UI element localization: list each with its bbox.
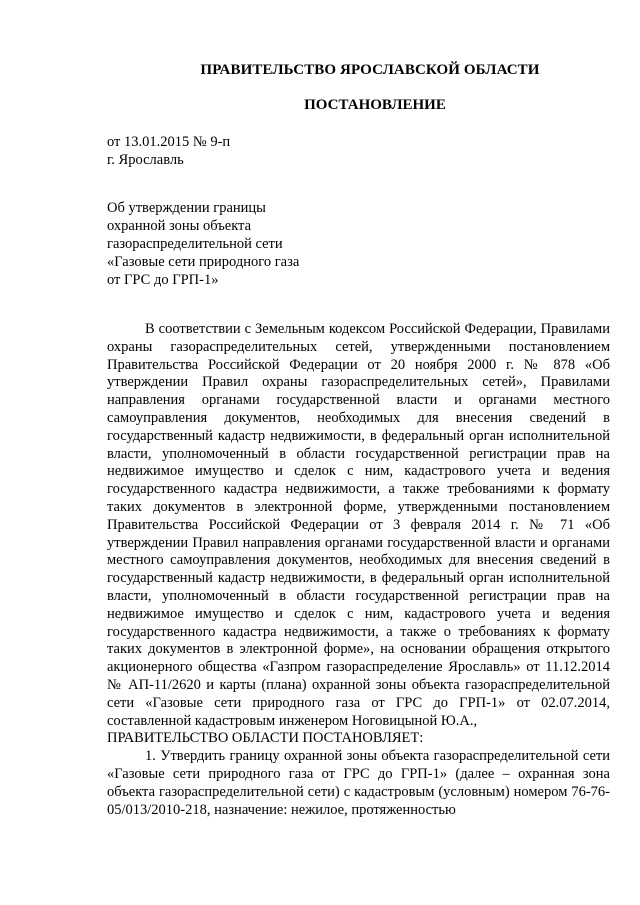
document-meta [107, 133, 230, 169]
preamble-paragraph: В соответствии с Земельным кодексом Российской Федерации, Правилами охраны газораспределительных сетей, утвержденными постановлением Правительства Российской Федерации от 20 ноября 2000 г. № 878 «Об утверждении Правил охраны газораспределительных сетей», Правилами направления органами государственной власти и органами местного самоуправления документов, необходимых для внесения сведений в государственный кадастр недвижимости, в федеральный орган исполнительной власти, уполномоченный в области государственной регистрации прав на недвижимое имущество и сделок с ним, кадастрового учета и ведения государственного кадастра недвижимости, а также требованиями к формату таких документов в электронной форме, утвержденными постановлением Правительства Российской Федерации от 3 февраля 2014 г. № 71 «Об утверждении Правил направления органами государственной власти и органами местного самоуправления документов, необходимых для внесения сведений в государственный кадастр недвижимости, в федеральный орган исполнительной власти, уполномоченный в области государственной регистрации прав на недвижимое имущество и сделок с ним, кадастрового учета и ведения государственного кадастра недвижимости, а также о требованиях к формату таких документов в электронной форме», на основании обращения открытого акционерного общества «Газпром газораспределение Ярославль» от 11.12.2014 № АП-11/2620 и карты (плана) охранной зоны объекта газораспределительной сети «Газовые сети природного газа от ГРС до ГРП-1» от 02.07.2014, составленной кадастровым инженером Ноговицыной Ю.А., [107, 321, 610, 729]
subject-line: от ГРС до ГРП-1» [107, 272, 219, 288]
document-type: ПОСТАНОВЛЕНИЕ [304, 97, 446, 113]
subject-line: Об утверждении границы [107, 200, 266, 216]
date-number: от 13.01.2015 № 9-п [107, 134, 231, 150]
subject-line: охранной зоны объекта [107, 218, 252, 234]
item-1-paragraph: 1. Утвердить границу охранной зоны объекта газораспределительной сети «Газовые сети природного газа от ГРС до ГРП-1» (далее – охранная зона объекта газораспределительной сети) с кадастровым (условным) номером 76-76-05/013/2010-218, назначение: нежилое, протяженностью [107, 748, 610, 818]
subject-line: «Газовые сети природного газа [107, 254, 300, 270]
government-title: ПРАВИТЕЛЬСТВО ЯРОСЛАВСКОЙ ОБЛАСТИ [200, 62, 540, 78]
document-body [107, 321, 610, 819]
subject-line: газораспределительной сети [107, 236, 283, 252]
city: г. Ярославль [107, 152, 184, 168]
document-subject [107, 199, 299, 289]
decree-statement: ПРАВИТЕЛЬСТВО ОБЛАСТИ ПОСТАНОВЛЯЕТ: [107, 730, 424, 747]
